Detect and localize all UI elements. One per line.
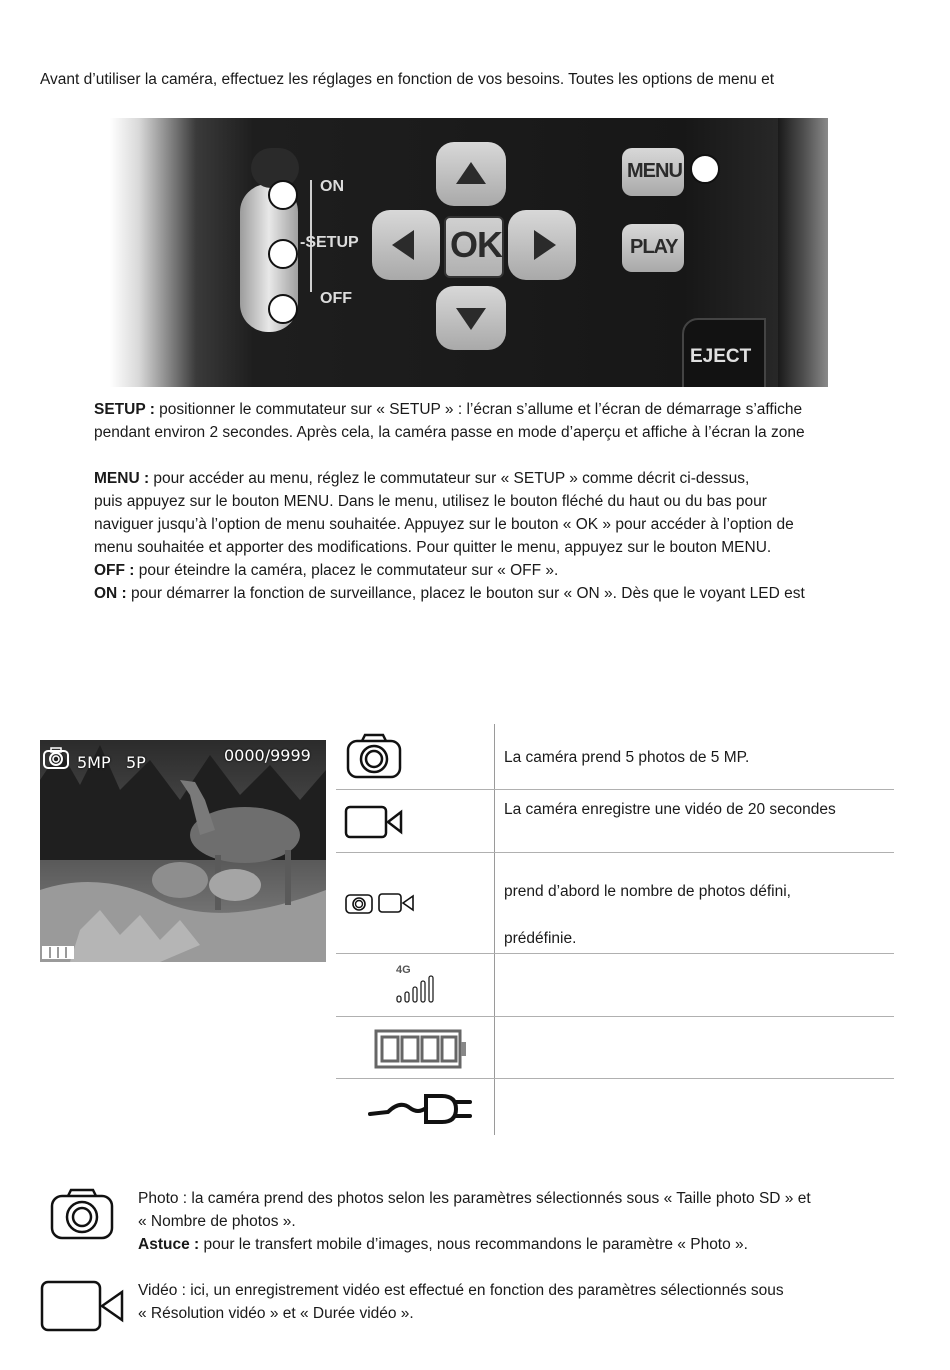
menu-instruction bbox=[94, 467, 749, 490]
row-video-text: La caméra enregistre une vidéo de 20 secondes bbox=[504, 801, 836, 818]
photo-mode-line2: « Nombre de photos ». bbox=[138, 1213, 296, 1230]
power-plug-icon bbox=[366, 1090, 474, 1128]
signal-bars bbox=[394, 974, 440, 1004]
battery-indicator-icon bbox=[42, 946, 74, 959]
right-arrow-icon bbox=[534, 230, 556, 260]
camera-icon bbox=[42, 746, 70, 770]
on-text: pour démarrer la fonction de surveillance, placez le bouton sur « ON ». Dès que le voyant LED est bbox=[126, 585, 805, 602]
down-button[interactable] bbox=[436, 286, 506, 350]
setup-term: SETUP : bbox=[94, 401, 155, 418]
row-divider bbox=[336, 953, 894, 954]
table-divider bbox=[494, 724, 495, 1135]
marker-menu bbox=[690, 154, 720, 184]
off-text: pour éteindre la caméra, placez le commutateur sur « OFF ». bbox=[134, 562, 559, 579]
image-counter: 0000/9999 bbox=[224, 746, 311, 765]
menu-instruction-line3: naviguer jusqu’à l’option de menu souhaitée. Appuyez sur le bouton « OK » pour accéder à l’option de bbox=[94, 516, 794, 533]
burst-indicator: 5P bbox=[126, 753, 146, 772]
left-arrow-icon bbox=[392, 230, 414, 260]
play-label: PLAY bbox=[630, 236, 678, 258]
marker-setup bbox=[268, 239, 298, 269]
intro-text: Avant d’utiliser la caméra, effectuez les réglages en fonction de vos besoins. Toutes les options de menu et bbox=[40, 71, 775, 88]
tip-body: pour le transfert mobile d’images, nous recommandons le paramètre « Photo ». bbox=[199, 1236, 748, 1253]
row-divider bbox=[336, 789, 894, 790]
off-term: OFF : bbox=[94, 562, 135, 579]
menu-instruction-line4: menu souhaitée et apporter des modifications. Pour quitter le menu, appuyez sur le bouton MENU. bbox=[94, 539, 772, 556]
setup-instruction bbox=[94, 398, 802, 421]
video-icon bbox=[40, 1280, 124, 1332]
resolution-indicator: 5MP bbox=[77, 753, 111, 772]
setup-instruction-line2: pendant environ 2 secondes. Après cela, la caméra passe en mode d’aperçu et affiche à l’écran la zone bbox=[94, 424, 805, 441]
setup-text: positionner le commutateur sur « SETUP » : l’écran s’allume et l’écran de démarrage s’affiche bbox=[154, 401, 803, 418]
camera-control-panel bbox=[110, 118, 828, 387]
video-mode-line2: « Résolution vidéo » et « Durée vidéo ». bbox=[138, 1305, 414, 1322]
video-mode-line1: Vidéo : ici, un enregistrement vidéo est effectué en fonction des paramètres sélectionnés sous bbox=[138, 1282, 784, 1299]
switch-label-on: ON bbox=[320, 178, 344, 195]
row-photo-video-text-2: prédéfinie. bbox=[504, 930, 577, 947]
tip-text bbox=[138, 1233, 748, 1256]
right-button[interactable] bbox=[508, 210, 576, 280]
play-button[interactable] bbox=[622, 224, 684, 272]
signal-4g-label: 4G bbox=[396, 964, 411, 976]
menu-text: pour accéder au menu, réglez le commutateur sur « SETUP » comme décrit ci-dessus, bbox=[149, 470, 750, 487]
menu-term: MENU : bbox=[94, 470, 150, 487]
ok-button[interactable] bbox=[444, 216, 504, 278]
photo-mode-line1: Photo : la caméra prend des photos selon les paramètres sélectionnés sous « Taille photo SD » et bbox=[138, 1190, 811, 1207]
menu-button[interactable] bbox=[622, 148, 684, 196]
row-photo-video-text-1: prend d’abord le nombre de photos défini, bbox=[504, 883, 791, 900]
ok-label: OK bbox=[450, 224, 502, 265]
row-divider bbox=[336, 852, 894, 853]
on-instruction bbox=[94, 582, 805, 605]
battery-icon bbox=[374, 1028, 468, 1070]
on-term: ON : bbox=[94, 585, 127, 602]
row-divider bbox=[336, 1078, 894, 1079]
down-arrow-icon bbox=[456, 308, 486, 330]
menu-label: MENU bbox=[627, 160, 682, 182]
photo-video-icon bbox=[344, 890, 416, 916]
housing-edge bbox=[778, 118, 828, 387]
camera-icon bbox=[50, 1188, 114, 1240]
marker-on bbox=[268, 180, 298, 210]
camera-icon bbox=[346, 732, 402, 780]
up-arrow-icon bbox=[456, 162, 486, 184]
eject-label: EJECT bbox=[690, 346, 752, 367]
left-button[interactable] bbox=[372, 210, 440, 280]
tip-term: Astuce : bbox=[138, 1236, 200, 1253]
preview-scene bbox=[40, 740, 326, 962]
eject-button[interactable] bbox=[682, 318, 766, 387]
signal-4g-icon bbox=[394, 964, 440, 1004]
up-button[interactable] bbox=[436, 142, 506, 206]
row-divider bbox=[336, 1016, 894, 1017]
marker-off bbox=[268, 294, 298, 324]
menu-instruction-line2: puis appuyez sur le bouton MENU. Dans le menu, utilisez le bouton fléché du haut ou du bas pour bbox=[94, 493, 767, 510]
preview-screen bbox=[40, 740, 326, 962]
row-photo-text: La caméra prend 5 photos de 5 MP. bbox=[504, 749, 750, 766]
off-instruction bbox=[94, 559, 558, 582]
switch-label-setup: -SETUP bbox=[300, 234, 359, 251]
video-icon bbox=[344, 804, 404, 840]
switch-label-off: OFF bbox=[320, 290, 352, 307]
